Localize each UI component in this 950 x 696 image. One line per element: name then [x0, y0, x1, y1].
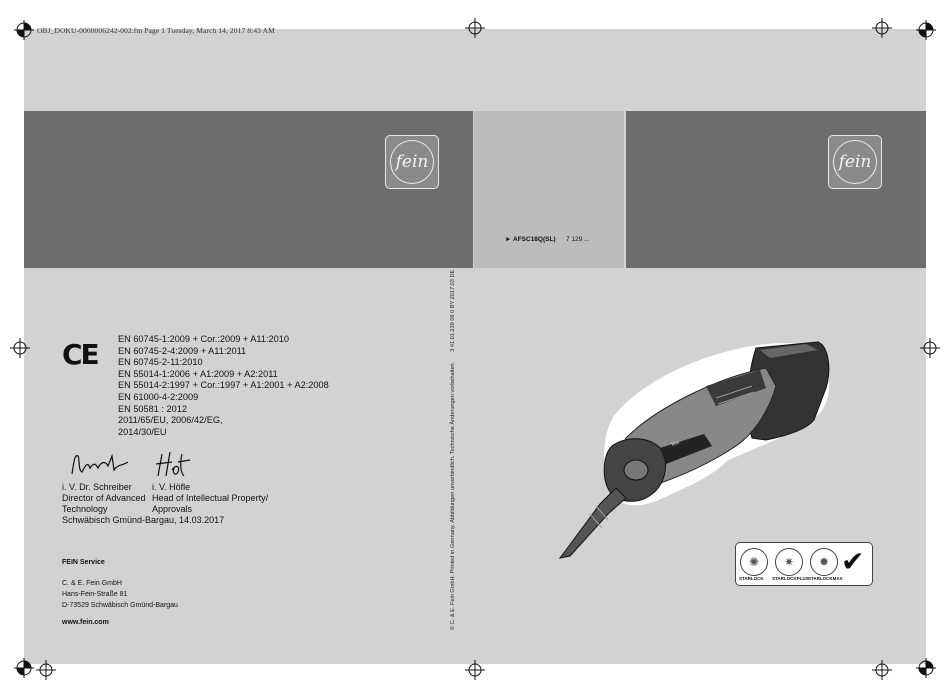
signatory-role: Approvals [152, 503, 193, 514]
norm-line: 2011/65/EU, 2006/42/EG, [118, 415, 223, 426]
part-number: 7 129 ... [566, 236, 590, 243]
starlock-plus-label: STARLOCKPLUS [772, 576, 809, 581]
signatory-name: i. V. Dr. Schreiber [62, 482, 132, 492]
starlock-max-icon: ✹ [810, 548, 838, 576]
address-line: Hans-Fein-Straße 81 [62, 591, 128, 599]
registration-mark-icon [14, 20, 34, 40]
signatory-role: Head of Intellectual Property/ [152, 492, 269, 503]
service-address [62, 578, 178, 612]
norm-line: 2014/30/EU [118, 426, 167, 437]
registration-mark-icon [916, 658, 936, 678]
signatory-role: Technology [62, 503, 108, 514]
signature-hoefle [150, 448, 194, 480]
registration-mark-icon [916, 20, 936, 40]
registration-mark-icon [14, 658, 34, 678]
norms-list [118, 334, 329, 438]
signatory-schreiber [62, 482, 146, 514]
fein-logo-mark: fein [833, 140, 877, 184]
norm-line: EN 55014-1:2006 + A1:2009 + A2:2011 [118, 368, 278, 379]
signatory-role: Director of Advanced [62, 492, 146, 503]
crosshair-icon [10, 338, 30, 358]
ce-mark: CE [62, 338, 98, 371]
file-header: OBJ_DOKU-0000006242-002.fm Page 1 Tuesday, March 14, 2017 8:43 AM [37, 26, 275, 35]
multitool-illustration [556, 328, 836, 560]
norm-line: EN 60745-2-11:2010 [118, 357, 203, 368]
norm-line: EN 60745-2-4:2009 + A11:2011 [118, 345, 247, 356]
crosshair-icon [920, 338, 940, 358]
fein-logo-front [828, 135, 882, 189]
svg-text:fein: fein [670, 439, 681, 448]
norm-line: EN 55014-2:1997 + Cor.:1997 + A1:2001 + A2:2008 [118, 380, 329, 391]
crosshair-icon [465, 660, 485, 680]
website-link[interactable]: www.fein.com [62, 619, 109, 626]
crosshair-icon [36, 660, 56, 680]
starlock-label: STARLOCK [739, 576, 764, 581]
fein-logo-back [385, 135, 439, 189]
starlock-icon: ✺ [740, 548, 768, 576]
crosshair-icon [465, 18, 485, 38]
model-label: ► AFSC18Q(SL) [505, 236, 556, 243]
back-cover-band [24, 111, 473, 268]
signature-schreiber [66, 450, 132, 478]
address-line: D-73529 Schwäbisch Gmünd-Bargau [62, 602, 178, 610]
crosshair-icon [872, 660, 892, 680]
place-date: Schwäbisch Gmünd-Bargau, 14.03.2017 [62, 515, 225, 525]
signatory-hoefle [152, 482, 268, 514]
norm-line: EN 60745-1:2009 + Cor.:2009 + A11:2010 [118, 334, 289, 344]
starlock-max-label: STARLOCKMAX [808, 576, 843, 581]
fein-logo-mark: fein [390, 140, 434, 184]
norm-line: EN 50581 : 2012 [118, 403, 187, 414]
checkmark-icon: ✔ [841, 546, 865, 577]
copyright-notice: © C. & E. Fein GmbH. Printed in Germany. Abbildungen unverbindlich. Technische Änderungen vorbehalten. [450, 361, 456, 630]
service-title: FEIN Service [62, 559, 105, 566]
front-cover-band [626, 111, 926, 268]
starlock-plus-icon: ✷ [775, 548, 803, 576]
spine-band [474, 111, 624, 268]
norm-line: EN 61000-4-2:2009 [118, 391, 199, 402]
crosshair-icon [872, 18, 892, 38]
address-line: C. & E. Fein GmbH [62, 580, 122, 587]
document-code: 3 41 01 239 06 0 BY 2017.03 DE [450, 269, 456, 352]
signatory-name: i. V. Höfle [152, 482, 191, 492]
legal-vertical-text [450, 260, 456, 630]
